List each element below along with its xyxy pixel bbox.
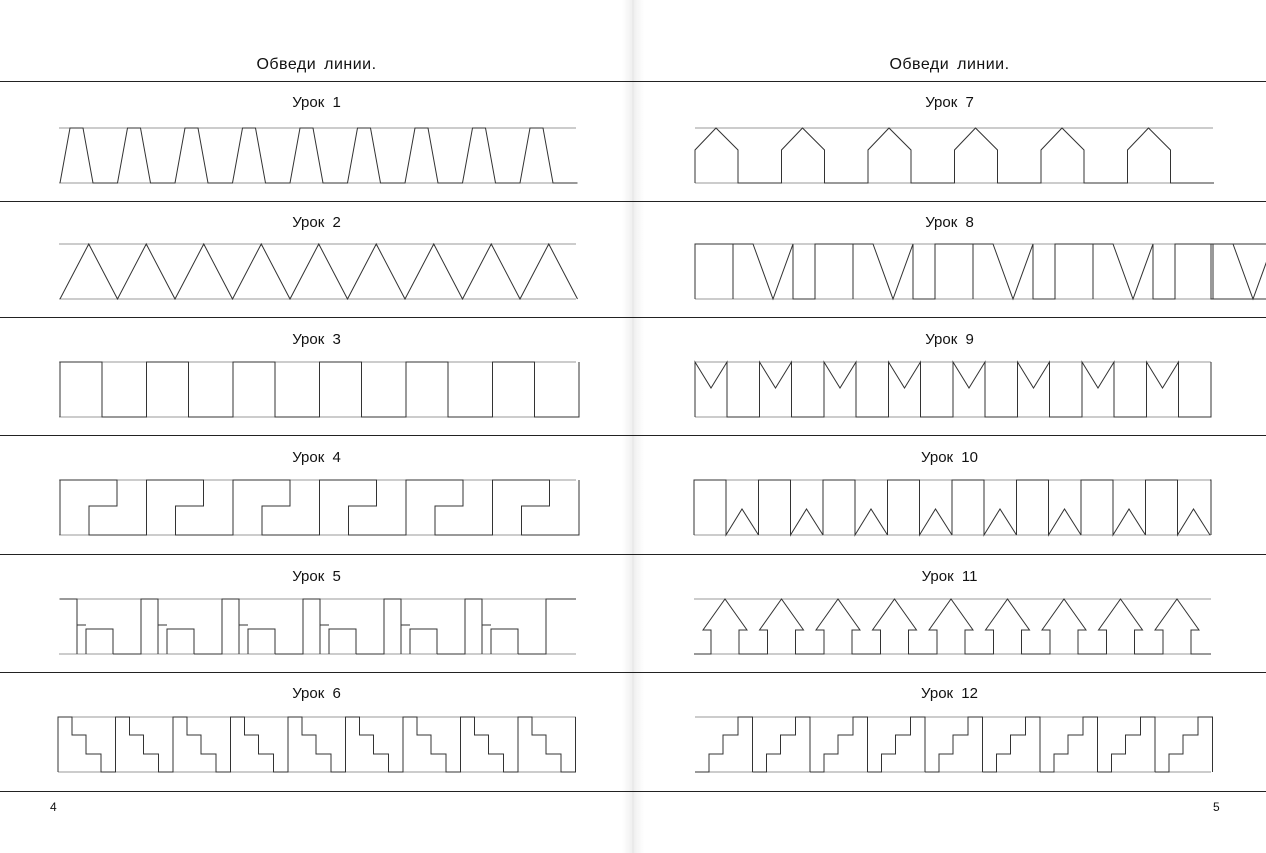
- lesson-11-title: Урок 11: [921, 568, 978, 585]
- divider-line: [633, 672, 1266, 673]
- tracing-line: [60, 480, 579, 535]
- lesson-6-title: Урок 6: [292, 685, 341, 702]
- tracing-line: [694, 599, 1211, 654]
- lesson-1-pattern: [0, 125, 633, 185]
- divider-line: [633, 81, 1266, 82]
- right-page-heading: Обведи линии.: [889, 56, 1010, 73]
- lesson-9-title: Урок 9: [925, 331, 974, 348]
- lesson-8-title: Урок 8: [925, 214, 974, 231]
- lesson-1-title: Урок 1: [292, 94, 341, 111]
- lesson-9-pattern: [633, 359, 1266, 419]
- divider-line: [0, 201, 633, 202]
- tracing-line: [60, 599, 576, 654]
- lesson-11-pattern: [633, 596, 1266, 656]
- lesson-4-title: Урок 4: [292, 449, 341, 466]
- left-page-heading: Обведи линии.: [256, 56, 377, 73]
- divider-line: [0, 554, 633, 555]
- tracing-line: [694, 480, 1211, 535]
- tracing-line: [60, 362, 579, 417]
- page-number: 5: [1213, 800, 1220, 814]
- lesson-3-pattern: [0, 359, 633, 419]
- lesson-12-title: Урок 12: [921, 685, 978, 702]
- lesson-7-pattern: [633, 125, 1266, 185]
- book-gutter-shadow: [622, 0, 644, 853]
- tracing-line: [695, 362, 1211, 417]
- lesson-3-title: Урок 3: [292, 331, 341, 348]
- lesson-7-title: Урок 7: [925, 94, 974, 111]
- tracing-line: [58, 717, 576, 772]
- right-page: [633, 0, 1266, 853]
- lesson-2-pattern: [0, 241, 633, 301]
- divider-line: [633, 201, 1266, 202]
- lesson-8-pattern: [633, 241, 1266, 301]
- tracing-line: [60, 244, 578, 299]
- divider-line: [0, 317, 633, 318]
- divider-line: [0, 81, 633, 82]
- page-number: 4: [50, 800, 57, 814]
- lesson-12-pattern: [633, 714, 1266, 774]
- divider-line: [633, 791, 1266, 792]
- tracing-line: [60, 128, 578, 183]
- lesson-4-pattern: [0, 477, 633, 537]
- divider-line: [0, 672, 633, 673]
- lesson-10-title: Урок 10: [921, 449, 978, 466]
- divider-line: [0, 435, 633, 436]
- divider-line: [633, 317, 1266, 318]
- divider-line: [633, 554, 1266, 555]
- tracing-line: [695, 244, 1266, 299]
- lesson-2-title: Урок 2: [292, 214, 341, 231]
- lesson-10-pattern: [633, 477, 1266, 537]
- divider-line: [0, 791, 633, 792]
- lesson-6-pattern: [0, 714, 633, 774]
- divider-line: [633, 435, 1266, 436]
- tracing-line: [695, 128, 1214, 183]
- lesson-5-title: Урок 5: [292, 568, 341, 585]
- tracing-line: [695, 717, 1213, 772]
- lesson-5-pattern: [0, 596, 633, 656]
